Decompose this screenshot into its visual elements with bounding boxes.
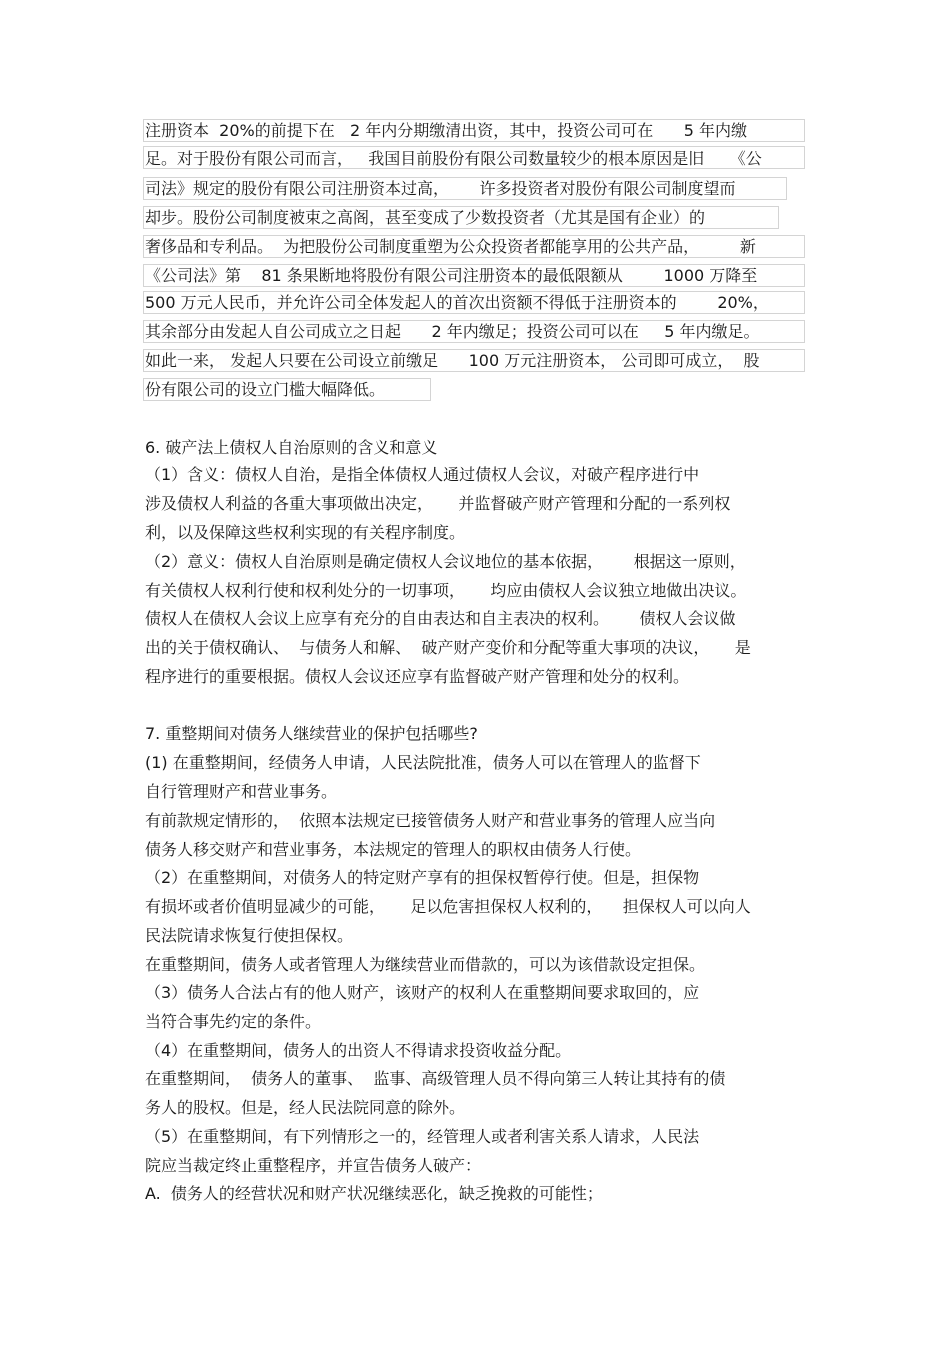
text-line: 在重整期间，债务人或者管理人为继续营业而借款的，可以为该借款设定担保。 (145, 955, 706, 974)
text-line: （5）在重整期间，有下列情形之一的，经管理人或者利害关系人请求，人民法 (145, 1127, 700, 1146)
text-line: 奢侈品和专利品。 为把股份公司制度重塑为公众投资者都能享用的公共产品， 新 (145, 237, 756, 256)
text-line: 民法院请求恢复行使担保权。 (145, 926, 354, 945)
text-line: 500 万元人民币，并允许公司全体发起人的首次出资额不得低于注册资本的 20%， (145, 293, 769, 312)
text-line: 有关债权人权利行使和权利处分的一切事项， 均应由债权人会议独立地做出决议。 (145, 581, 747, 600)
section-heading: 6. 破产法上债权人自治原则的含义和意义 (145, 438, 438, 457)
text-line: 利，以及保障这些权利实现的有关程序制度。 (145, 523, 466, 542)
text-line: 院应当裁定终止重整程序，并宣告债务人破产： (145, 1156, 482, 1175)
text-line: （4）在重整期间，债务人的出资人不得请求投资收益分配。 (145, 1041, 572, 1060)
text-line: 《公司法》第 81 条果断地将股份有限公司注册资本的最低限额从 1000 万降至 (145, 266, 758, 285)
text-line: 如此一来， 发起人只要在公司设立前缴足 100 万元注册资本， 公司即可成立， 股 (145, 351, 760, 370)
text-line: 出的关于债权确认、 与债务人和解、 破产财产变价和分配等重大事项的决议， 是 (145, 638, 751, 657)
text-line: （1）含义：债权人自治，是指全体债权人通过债权人会议，对破产程序进行中 (145, 465, 700, 484)
text-line: 有前款规定情形的， 依照本法规定已接管债务人财产和营业事务的管理人应当向 (145, 811, 716, 830)
text-line: 在重整期间， 债务人的董事、 监事、高级管理人员不得向第三人转让其持有的债 (145, 1069, 726, 1088)
text-line: A. 债务人的经营状况和财产状况继续恶化，缺乏挽救的可能性； (145, 1184, 603, 1203)
text-line: 其余部分由发起人自公司成立之日起 2 年内缴足；投资公司可以在 5 年内缴足。 (145, 322, 760, 341)
text-line: 自行管理财产和营业事务。 (145, 782, 338, 801)
text-line: 有损坏或者价值明显减少的可能， 足以危害担保权人权利的， 担保权人可以向人 (145, 897, 751, 916)
text-line: 务人的股权。但是，经人民法院同意的除外。 (145, 1098, 466, 1117)
text-line: 份有限公司的设立门槛大幅降低。 (145, 380, 386, 399)
text-line: 却步。股份公司制度被束之高阁，甚至变成了少数投资者（尤其是国有企业）的 (145, 208, 706, 227)
text-line: 债权人在债权人会议上应享有充分的自由表达和自主表决的权利。 债权人会议做 (145, 609, 736, 628)
text-line: 注册资本 20%的前提下在 2 年内分期缴清出资，其中，投资公司可在 5 年内缴 (145, 121, 748, 140)
text-line: 司法》规定的股份有限公司注册资本过高， 许多投资者对股份有限公司制度望而 (145, 179, 736, 198)
text-line: (1) 在重整期间，经债务人申请，人民法院批准，债务人可以在管理人的监督下 (145, 753, 701, 772)
text-line: （3）债务人合法占有的他人财产，该财产的权利人在重整期间要求取回的，应 (145, 983, 700, 1002)
text-line: 程序进行的重要根据。债权人会议还应享有监督破产财产管理和处分的权利。 (145, 667, 690, 686)
text-line: 涉及债权人利益的各重大事项做出决定， 并监督破产财产管理和分配的一系列权 (145, 494, 731, 513)
text-line: （2）在重整期间，对债务人的特定财产享有的担保权暂停行使。但是，担保物 (145, 868, 700, 887)
text-line: 足。对于股份有限公司而言， 我国目前股份有限公司数量较少的根本原因是旧 《公 (145, 149, 762, 168)
text-line: 债务人移交财产和营业事务，本法规定的管理人的职权由债务人行使。 (145, 840, 642, 859)
section-heading: 7. 重整期间对债务人继续营业的保护包括哪些? (145, 724, 478, 743)
text-line: 当符合事先约定的条件。 (145, 1012, 322, 1031)
text-line: （2）意义：债权人自治原则是确定债权人会议地位的基本依据， 根据这一原则， (145, 552, 746, 571)
